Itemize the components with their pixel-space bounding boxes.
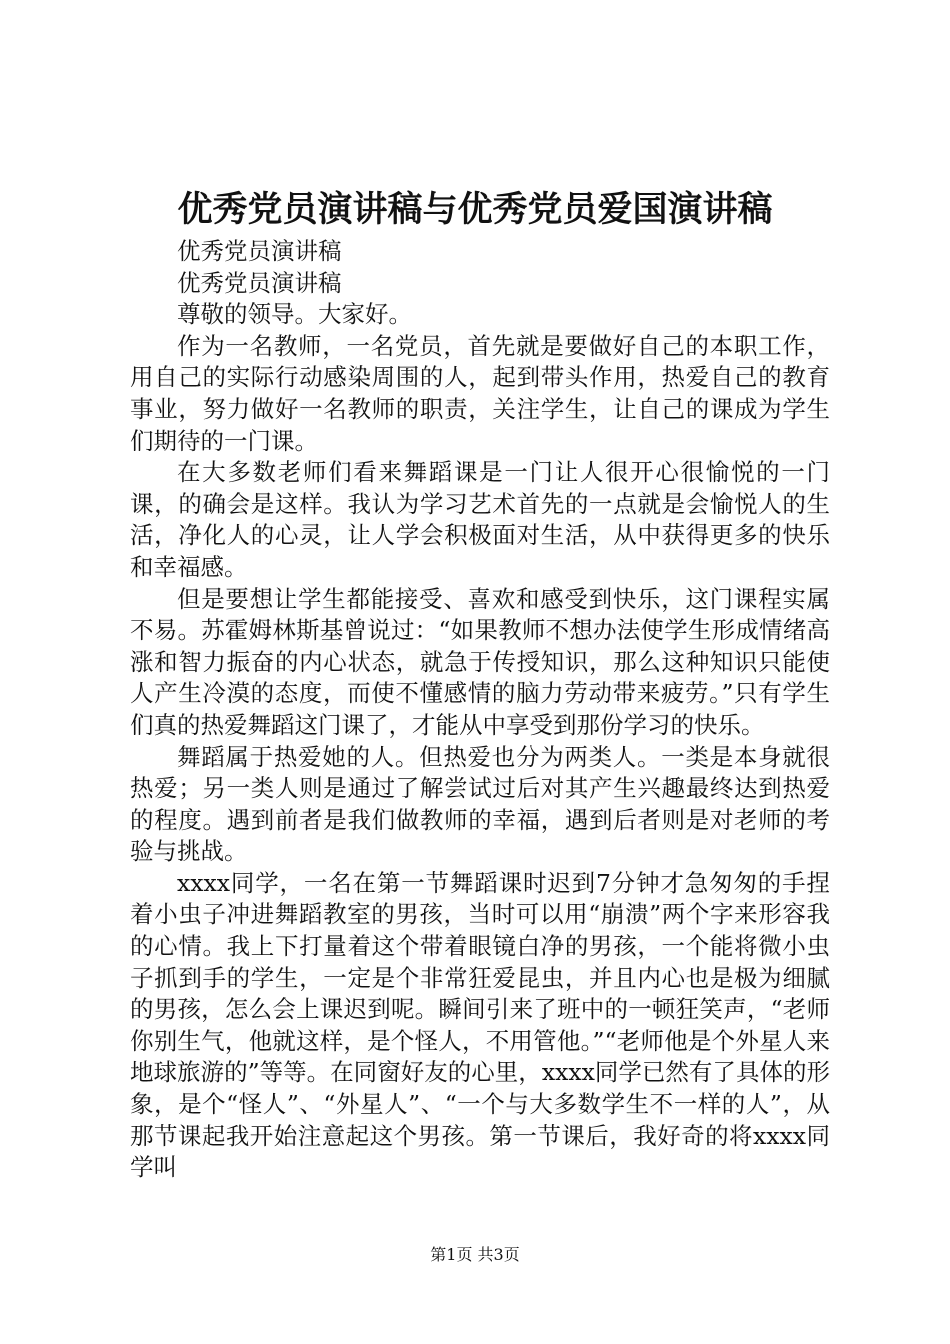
document-body	[130, 236, 830, 1184]
paragraph: 作为一名教师，一名党员，首先就是要做好自己的本职工作，用自己的实际行动感染周围的人，起到带头作用，热爱自己的教育事业，努力做好一名教师的职责，关注学生，让自己的课成为学生们期待的一门课。	[130, 331, 830, 455]
paragraph: 在大多数老师们看来舞蹈课是一门让人很开心很愉悦的一门课，的确会是这样。我认为学习艺术首先的一点就是会愉悦人的生活，净化人的心灵，让人学会积极面对生活，从中获得更多的快乐和幸福感。	[130, 458, 830, 581]
paragraph: 尊敬的领导。大家好。	[177, 300, 412, 329]
page-footer: 第1页 共3页	[430, 1245, 520, 1264]
paragraph: xxxx同学，一名在第一节舞蹈课时迟到7分钟才急匆匆的手捏着小虫子冲进舞蹈教室的男孩，当时可以用“崩溃”两个字来形容我的心情。我上下打量着这个带着眼镜白净的男孩，一个能将微小虫子抓到手的学生，一定是个非常狂爱昆虫，并且内心也是极为细腻的男孩，怎么会上课迟到呢。瞬间引来了班中的一顿狂笑声，“老师你别生气，他就这样，是个怪人，不用管他。”“老师他是个外星人来地球旅游的”等等。在同窗好友的心里，xxxx同学已然有了具体的形象，是个“怪人”、“外星人”、“一个与大多数学生不一样的人”，从那节课起我开始注意起这个男孩。第一节课后，我好奇的将xxxx同学叫	[130, 868, 830, 1182]
paragraph: 优秀党员演讲稿	[177, 268, 342, 297]
document-title: 优秀党员演讲稿与优秀党员爱国演讲稿	[177, 189, 773, 230]
paragraph: 优秀党员演讲稿	[177, 237, 342, 265]
paragraph: 但是要想让学生都能接受、喜欢和感受到快乐，这门课程实属不易。苏霍姆林斯基曾说过：“如果教师不想办法使学生形成情绪高涨和智力振奋的内心状态，就急于传授知识，那么这种知识只能使人产生冷漠的态度，而使不懂感情的脑力劳动带来疲劳。”只有学生们真的热爱舞蹈这门课了，才能从中享受到那份学习的快乐。	[130, 584, 830, 739]
paragraph: 舞蹈属于热爱她的人。但热爱也分为两类人。一类是本身就很热爱；另一类人则是通过了解尝试过后对其产生兴趣最终达到热爱的程度。遇到前者是我们做教师的幸福，遇到后者则是对老师的考验与挑战。	[130, 742, 830, 866]
